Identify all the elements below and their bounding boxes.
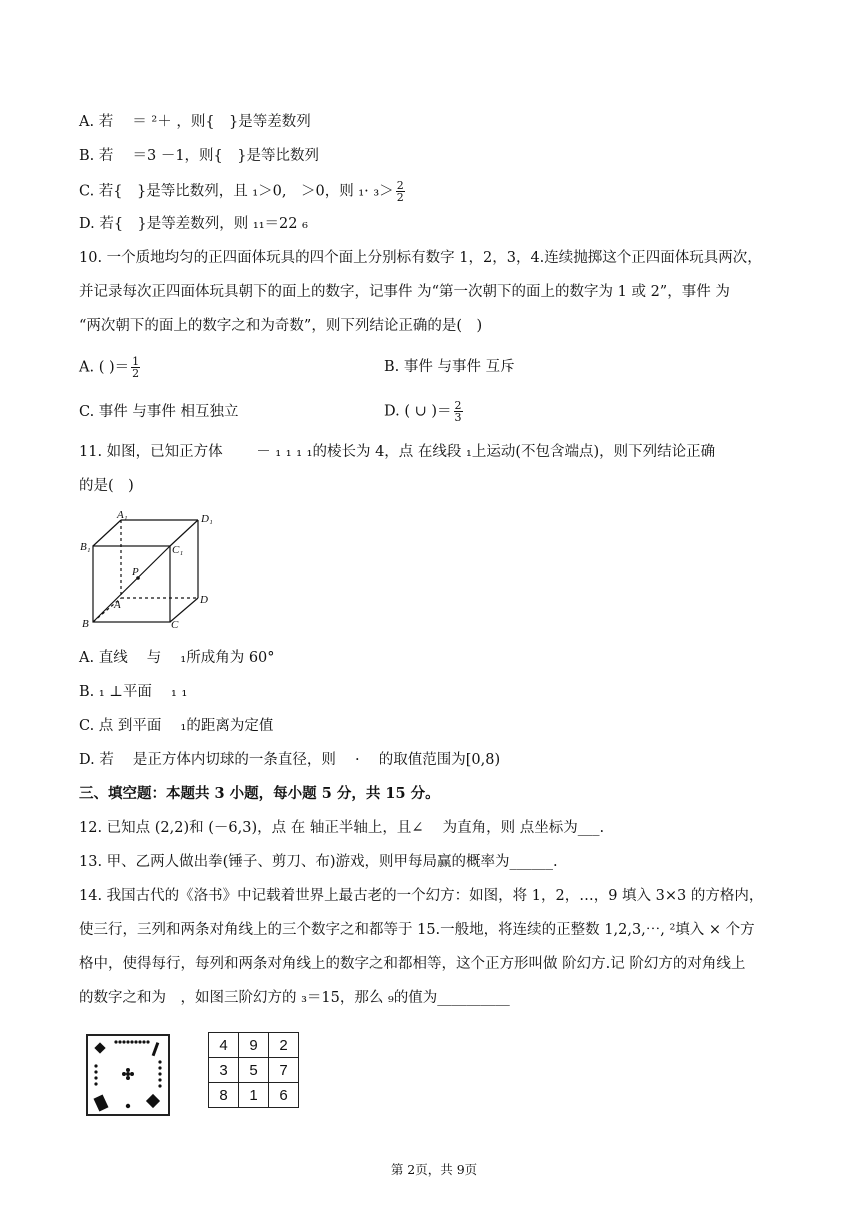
magic-cell: 2 (269, 1033, 299, 1058)
q11-option-a: A. 直线 与 ₁所成角为 60° (79, 650, 275, 666)
section-3-heading: 三、填空题：本题共 3 小题，每小题 5 分，共 15 分。 (79, 785, 440, 802)
fraction-numerator: 1 (132, 355, 140, 368)
magic-cell: 4 (209, 1033, 239, 1058)
luoshu-figure (86, 1034, 170, 1116)
q14-line-4: 的数字之和为 ，如图三阶幻方的 ₃＝15，那么 ₉的值为__________ (79, 990, 510, 1006)
q9-option-d: D. 若{ }是等差数列，则 ₁₁＝22 ₆ (79, 216, 308, 232)
q14-line-1: 14. 我国古代的《洛书》中记载着世界上最古老的一个幻方：如图，将 1，2，…，9 填入 3×3 的方格内， (79, 888, 764, 904)
label-a1: A₁ (117, 509, 128, 521)
q10-option-a-fraction (131, 356, 140, 379)
q10-option-d-text: D. ( ∪ )＝ (384, 403, 452, 420)
q13: 13. 甲、乙两人做出拳(锤子、剪刀、布)游戏，则甲每局赢的概率为______. (79, 854, 558, 870)
cube-edge (93, 520, 121, 546)
label-d1: D₁ (201, 513, 213, 525)
magic-square-row (209, 1033, 299, 1058)
q9-option-c (79, 180, 407, 203)
magic-cell: 8 (209, 1083, 239, 1108)
q12: 12. 已知点 (2,2)和 (－6,3)，点 在 轴正半轴上，且∠ 为直角，则 点坐标为___. (79, 820, 605, 836)
cube-figure (78, 508, 218, 630)
label-a: A (114, 599, 121, 611)
q10-line-2: 并记录每次正四面体玩具朝下的面上的数字，记事件 为“第一次朝下的面上的数字为 1 或 2”，事件 为 (79, 284, 730, 300)
magic-cell: 5 (239, 1058, 269, 1083)
q10-line-3: “两次朝下的面上的数字之和为奇数”，则下列结论正确的是( ) (79, 318, 483, 334)
magic-square (208, 1032, 299, 1108)
segment-bc1 (93, 546, 170, 622)
magic-cell: 7 (269, 1058, 299, 1083)
q9-option-c-text: C. 若{ }是等比数列，且 ₁＞0, ＞0，则 ₁· ₃＞ (79, 183, 394, 200)
fraction-denominator: 2 (132, 367, 140, 380)
q11-option-b: B. ₁ ⊥平面 ₁ ₁ (79, 684, 188, 700)
magic-cell: 6 (269, 1083, 299, 1108)
fraction-numerator: 2 (454, 399, 462, 412)
q11-option-d: D. 若 是正方体内切球的一条直径，则 · 的取值范围为[0,8) (79, 752, 501, 768)
q9-option-b: B. 若 ＝3 －1，则{ }是等比数列 (79, 148, 319, 164)
q10-option-c: C. 事件 与事件 相互独立 (79, 404, 239, 420)
q11-line-2: 的是( ) (79, 478, 134, 494)
magic-cell: 3 (209, 1058, 239, 1083)
q10-option-a-text: A. ( )＝ (79, 359, 130, 376)
magic-square-row (209, 1058, 299, 1083)
label-p: P (132, 566, 139, 578)
q11-option-c: C. 点 到平面 ₁的距离为定值 (79, 718, 274, 734)
magic-cell: 9 (239, 1033, 269, 1058)
fraction-denominator: 2 (396, 191, 404, 204)
page-footer: 第 2页，共 9页 (390, 1162, 478, 1177)
label-b: B (82, 618, 89, 630)
q10-option-d-fraction (454, 400, 463, 423)
label-c: C (171, 619, 179, 630)
label-c1: C₁ (172, 544, 184, 556)
q14-line-3: 格中，使得每行，每列和两条对角线上的数字之和都相等，这个正方形叫做 阶幻方.记 阶幻方的对角线上 (79, 956, 746, 972)
fraction-denominator: 3 (454, 411, 462, 424)
q9-option-a: A. 若 ＝ ²＋ ，则{ }是等差数列 (79, 114, 311, 130)
fraction-numerator: 2 (396, 179, 404, 192)
label-b1: B₁ (80, 541, 91, 553)
q10-line-1: 10. 一个质地均匀的正四面体玩具的四个面上分别标有数字 1，2，3，4.连续抛掷这个正四面体玩具两次， (79, 250, 762, 266)
q11-line-1: 11. 如图，已知正方体 － ₁ ₁ ₁ ₁的棱长为 4，点 在线段 ₁上运动(不包含端点)，则下列结论正确 (79, 444, 716, 460)
q10-option-a (79, 356, 142, 379)
magic-cell: 1 (239, 1083, 269, 1108)
label-d: D (200, 594, 208, 606)
magic-square-row (209, 1083, 299, 1108)
q14-line-2: 使三行，三列和两条对角线上的三个数字之和都等于 15.一般地，将连续的正整数 1,2,3,⋯, ²填入 × 个方 (79, 922, 755, 938)
q10-option-b: B. 事件 与事件 互斥 (384, 359, 515, 375)
q9-option-c-fraction (396, 180, 405, 203)
cube-edge (170, 520, 198, 546)
luoshu-dots (88, 1036, 168, 1114)
q10-option-d (384, 400, 465, 423)
